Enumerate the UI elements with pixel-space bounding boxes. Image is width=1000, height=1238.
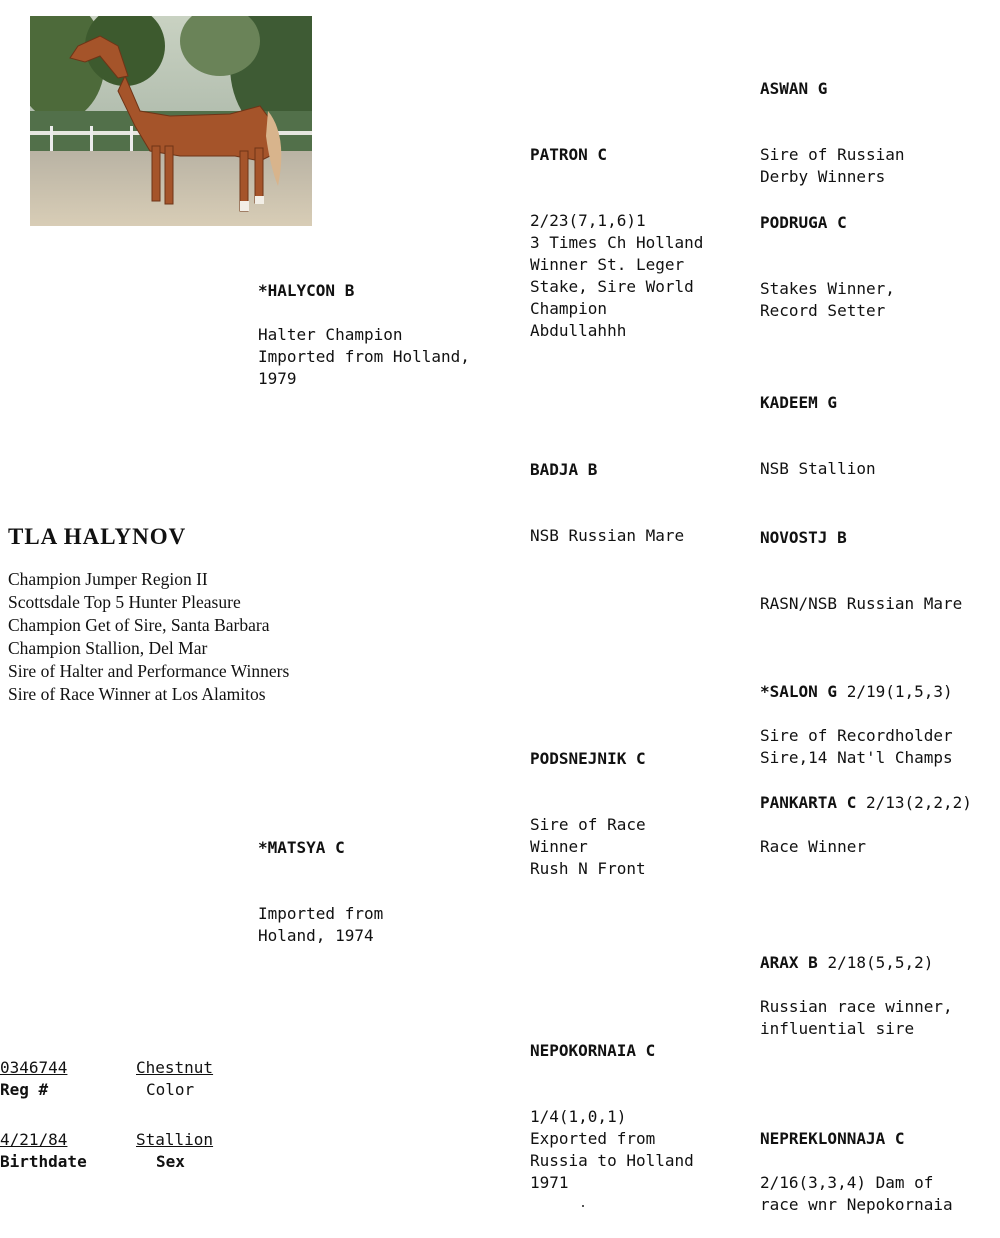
achievement-item: Scottsdale Top 5 Hunter Pleasure: [8, 592, 241, 612]
horse-photo: [30, 16, 312, 226]
sex-value: Stallion: [136, 1130, 214, 1149]
ancestor-entry: [760, 505, 998, 637]
ancestor-entry: [760, 930, 998, 1062]
ancestor-stats: 2/19(1,5,3): [846, 682, 953, 701]
ancestor-name: NEPREKLONNAJA C: [760, 1129, 905, 1148]
ancestor-note: Stakes Winner, Record Setter: [760, 279, 895, 320]
achievement-item: Champion Stallion, Del Mar: [8, 638, 208, 658]
sire-dam-entry: [530, 437, 750, 569]
reg-label: Reg #: [0, 1080, 49, 1099]
ancestor-name: *SALON G: [760, 682, 838, 701]
sex-label: Sex: [156, 1152, 185, 1171]
ancestor-note: Race Winner: [760, 837, 866, 856]
ancestor-note: Sire of Russian Derby Winners: [760, 145, 905, 186]
sire-note: Halter Champion Imported from Holland, 1979: [258, 325, 470, 388]
dam-dam-note: 1/4(1,0,1) Exported from Russia to Holland 1971: [530, 1107, 694, 1192]
ancestor-note: Russian race winner, influential sire: [760, 997, 953, 1038]
dam-name: *MATSYA C: [258, 838, 345, 857]
horse-name: TLA HALYNOV: [8, 524, 187, 549]
sire-sire-note: 2/23(7,1,6)1 3 Times Ch Holland Winner St. Leger Stake, Sire World Champion Abdullahhh: [530, 211, 704, 340]
sire-dam-note: NSB Russian Mare: [530, 526, 685, 545]
ancestor-entry: [760, 770, 998, 880]
dam-dam-name: NEPOKORNAIA C: [530, 1041, 656, 1060]
ancestor-note: 2/16(3,3,4) Dam of race wnr Nepokornaia: [760, 1173, 953, 1214]
ancestor-name: NOVOSTJ B: [760, 528, 847, 547]
dam-sire-note: Sire of Race Winner Rush N Front: [530, 815, 646, 878]
ancestor-name: PANKARTA C: [760, 793, 857, 812]
ancestor-stats: 2/18(5,5,2): [827, 953, 934, 972]
birthdate-value: 4/21/84: [0, 1130, 68, 1149]
dam-sire-name: PODSNEJNIK C: [530, 749, 646, 768]
sire-name: *HALYCON B: [258, 281, 355, 300]
color-value: Chestnut: [136, 1058, 214, 1077]
ancestor-name: ASWAN G: [760, 79, 828, 98]
achievement-item: Champion Jumper Region II: [8, 569, 208, 589]
dam-entry: [258, 815, 508, 969]
dam-dam-entry: [530, 1018, 750, 1216]
stray-dot: [582, 1205, 584, 1207]
ancestor-stats: 2/13(2,2,2): [865, 793, 972, 812]
ancestor-note: RASN/NSB Russian Mare: [760, 594, 963, 613]
reg-number: 0346744: [0, 1058, 68, 1077]
birthdate-label: Birthdate: [0, 1152, 87, 1171]
ancestor-entry: [760, 370, 998, 502]
achievement-item: Champion Get of Sire, Santa Barbara: [8, 615, 270, 635]
ancestor-name: ARAX B: [760, 953, 818, 972]
sire-sire-entry: [530, 122, 750, 364]
dam-sire-entry: [530, 726, 750, 902]
ancestor-name: KADEEM G: [760, 393, 838, 412]
ancestor-entry: [760, 56, 998, 210]
ancestor-entry: [760, 190, 998, 344]
dam-note: Imported from Holand, 1974: [258, 904, 384, 945]
sire-entry: [258, 258, 508, 412]
sire-dam-name: BADJA B: [530, 460, 598, 479]
ancestor-name: PODRUGA C: [760, 213, 847, 232]
ancestor-note: Sire of Recordholder Sire,14 Nat'l Champs: [760, 726, 953, 767]
achievement-item: Sire of Race Winner at Los Alamitos: [8, 684, 266, 704]
ancestor-entry: [760, 1106, 998, 1238]
color-label: Color: [146, 1080, 195, 1099]
achievement-item: Sire of Halter and Performance Winners: [8, 661, 290, 681]
achievements-list: [8, 568, 289, 706]
sire-sire-name: PATRON C: [530, 145, 608, 164]
ancestor-note: NSB Stallion: [760, 459, 876, 478]
